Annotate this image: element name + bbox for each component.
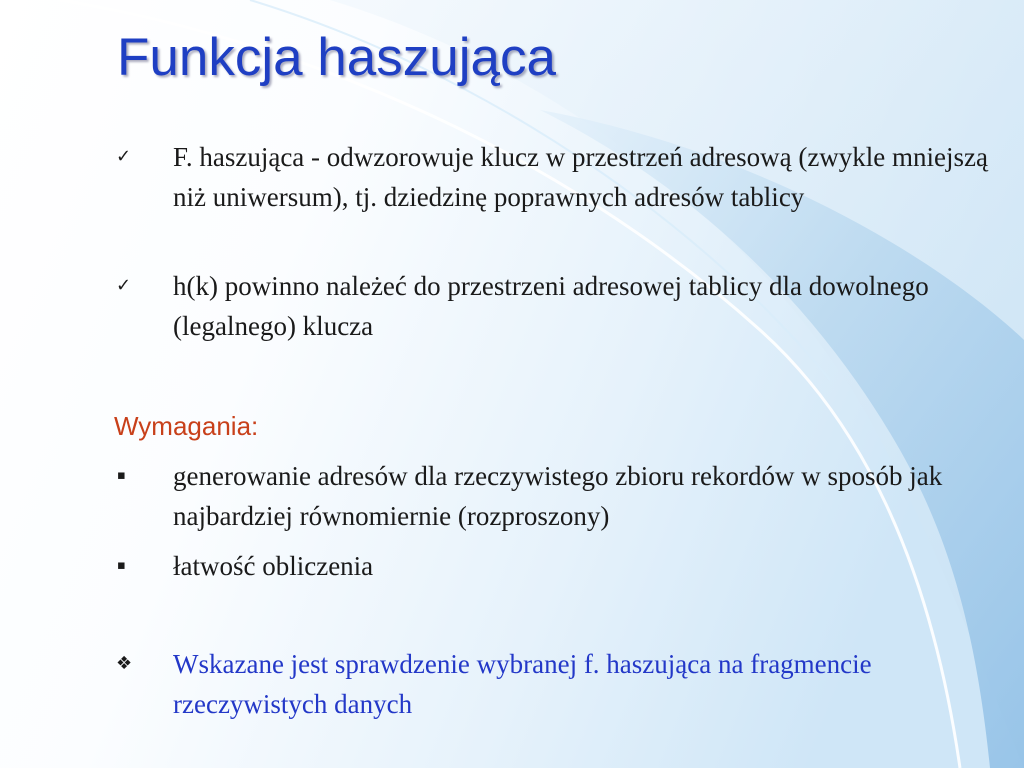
bullet-text: F. haszująca - odwzorowuje klucz w przestrzeń adresową (zwykle mniejszą niż uniwersum), tj. dziedzinę poprawnych adresów tablicy	[173, 142, 988, 212]
checkmark-icon: ✓	[116, 146, 132, 167]
requirements-heading: Wymagania:	[114, 411, 259, 441]
bullet-item	[0, 266, 1010, 346]
slide-title: Funkcja haszująca	[117, 28, 556, 87]
bullet-item	[0, 137, 1010, 217]
checkmark-icon: ✓	[116, 275, 132, 296]
requirement-text: łatwość obliczenia	[173, 551, 374, 581]
diamond-bullet-icon: ❖	[116, 653, 133, 674]
requirement-item	[0, 546, 1010, 586]
requirement-item	[0, 456, 1010, 536]
square-bullet-icon: ▪	[117, 468, 126, 483]
square-bullet-icon: ▪	[117, 558, 126, 573]
bullet-text: h(k) powinno należeć do przestrzeni adresowej tablicy dla dowolnego (legalnego) klucza	[173, 271, 929, 341]
note-item	[0, 644, 1010, 724]
requirement-text: generowanie adresów dla rzeczywistego zbioru rekordów w sposób jak najbardziej równomiernie (rozproszony)	[173, 461, 943, 531]
note-text: Wskazane jest sprawdzenie wybranej f. haszująca na fragmencie rzeczywistych danych	[173, 649, 872, 719]
